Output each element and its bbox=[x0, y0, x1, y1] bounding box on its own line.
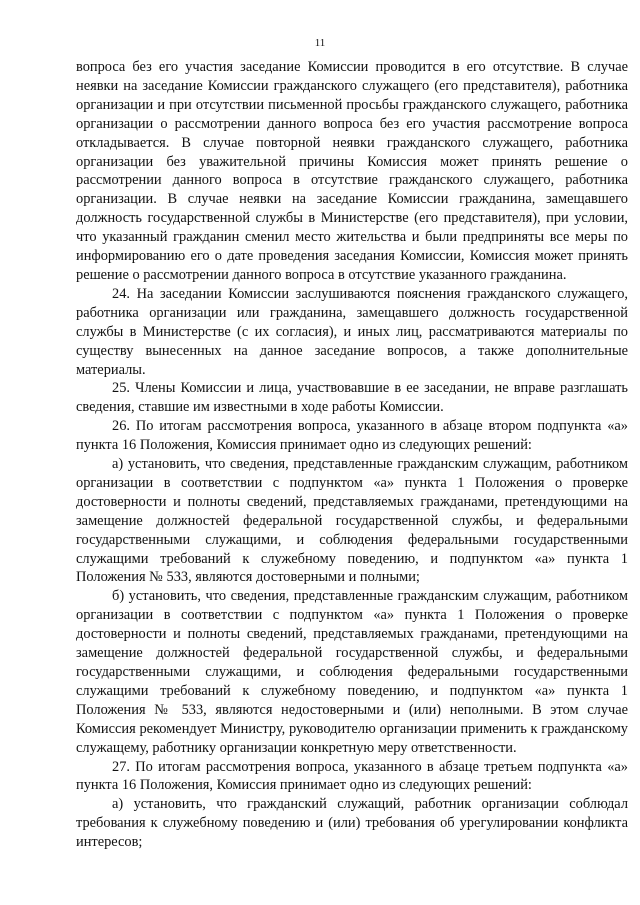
paragraph-item-24: 24. На заседании Комиссии заслушиваются пояснения гражданского служащего, работника организации или гражданина, замещавшего должность государственной службы в Министерстве (с их согласия), и иных лиц, рассматриваются материалы по существу вынесенных на данное заседание вопросов, а также дополнительные материалы. bbox=[76, 285, 628, 378]
page-number: 11 bbox=[314, 37, 326, 49]
paragraph-continuation: вопроса без его участия заседание Комиссии проводится в его отсутствие. В случае неявки на заседание Комиссии гражданского служащего (его представителя), работника организации и при отсутствии письменной просьбы гражданского служащего, работника организации о рассмотрении данного вопроса без его участия рассмотрение вопроса откладывается. В случае повторной неявки гражданского служащего, работника организации без уважительной причины Комиссия может принять решение о рассмотрении данного вопроса в отсутствие гражданского служащего, работника организации. В случае неявки на заседание Комиссии гражданина, замещавшего должность государственной службы в Министерстве (его представителя), при условии, что указанный гражданин сменил место жительства и были предприняты все меры по информированию его о дате проведения заседания Комиссии, Комиссия может принять решение о рассмотрении данного вопроса в отсутствие указанного гражданина. bbox=[76, 59, 628, 283]
document-body bbox=[76, 58, 628, 852]
paragraph-item-27: 27. По итогам рассмотрения вопроса, указанного в абзаце третьем подпункта «а» пункта 16 Положения, Комиссия принимает одно из следующих решений: bbox=[76, 758, 628, 794]
paragraph-item-26-b: б) установить, что сведения, представленные гражданским служащим, работником организации в соответствии с подпунктом «а» пункта 1 Положения о проверке достоверности и полноты сведений, представляемых гражданами, претендующими на замещение должностей федеральной государственной службы, и федеральными государственными служащими, и соблюдения федеральными государственными служащими требований к служебному поведению, и подпунктом «а» пункта 1 Положения № 533, являются недостоверными и (или) неполными. В этом случае Комиссия рекомендует Министру, руководителю организации применить к гражданскому служащему, работнику организации конкретную меру ответственности. bbox=[76, 588, 628, 756]
paragraph-item-27-a: а) установить, что гражданский служащий, работник организации соблюдал требования к служебному поведению и (или) требования об урегулировании конфликта интересов; bbox=[76, 796, 628, 851]
paragraph-item-26: 26. По итогам рассмотрения вопроса, указанного в абзаце втором подпункта «а» пункта 16 Положения, Комиссия принимает одно из следующих решений: bbox=[76, 418, 628, 454]
paragraph-item-25: 25. Члены Комиссии и лица, участвовавшие в ее заседании, не вправе разглашать сведения, ставшие им известными в ходе работы Комиссии. bbox=[76, 380, 628, 416]
paragraph-item-26-a: а) установить, что сведения, представленные гражданским служащим, работником организации в соответствии с подпунктом «а» пункта 1 Положения о проверке достоверности и полноты сведений, представляемых гражданами, претендующими на замещение должностей федеральной государственной службы, и федеральными государственными служащими, и соблюдения федеральными государственными служащими требований к служебному поведению, и подпунктом «а» пункта 1 Положения № 533, являются достоверными и полными; bbox=[76, 456, 628, 586]
